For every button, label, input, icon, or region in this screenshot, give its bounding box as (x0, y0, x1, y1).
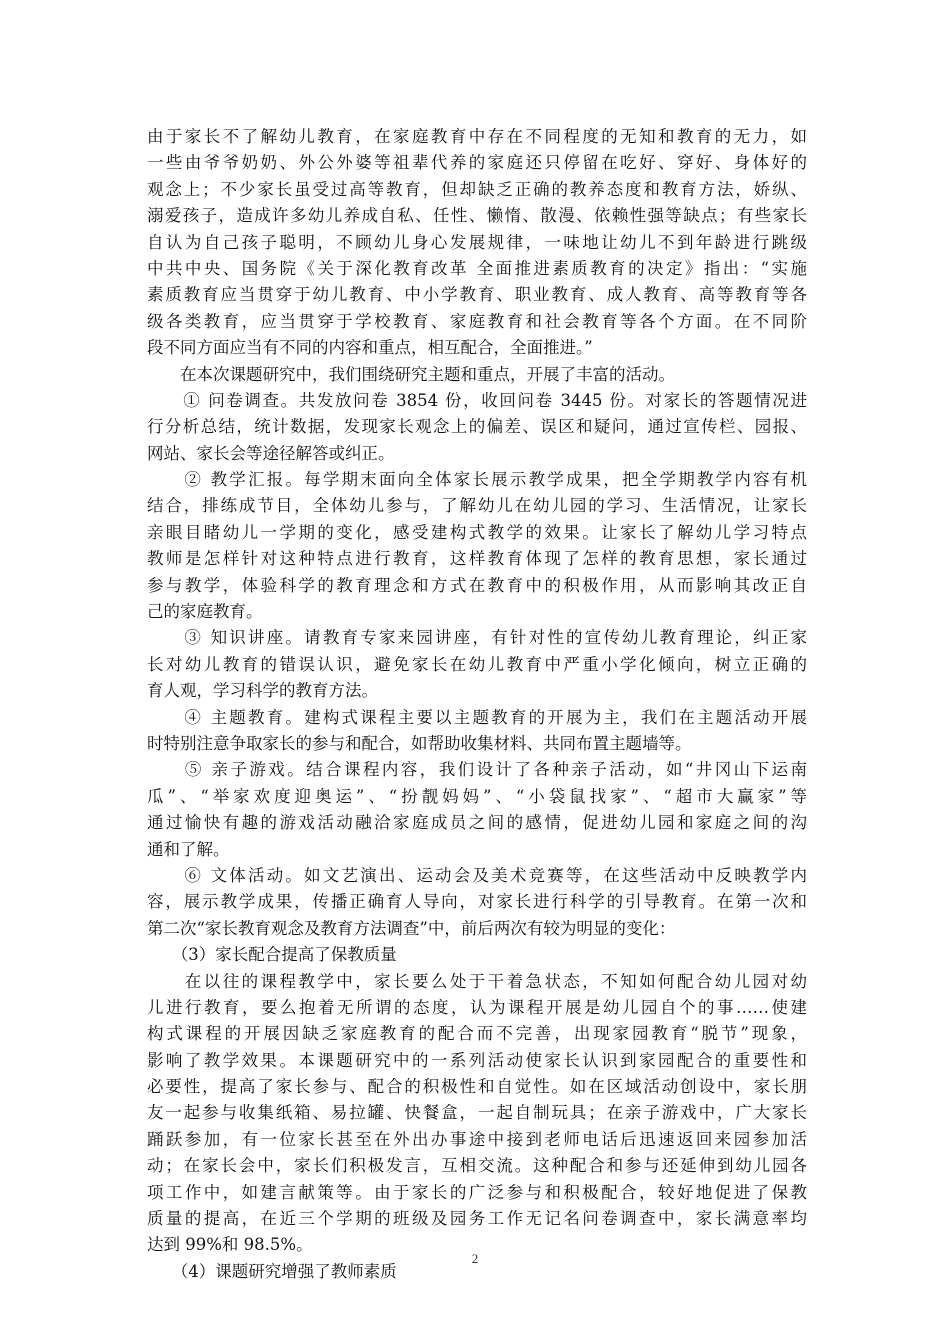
text-line: 瓜”、“举家欢度迎奥运”、“扮靓妈妈”、“小袋鼠找家”、“超市大赢家”等 (147, 786, 807, 806)
text-line: 时特别注意争取家长的参与和配合，如帮助收集材料、共同布置主题墙等。 (147, 733, 692, 753)
paragraph (147, 362, 807, 388)
text-line: 教师是怎样针对这种特点进行教育，这样教育体现了怎样的教育思想，家长通过 (147, 549, 807, 569)
paragraph (147, 942, 807, 968)
text-line: 行分析总结，统计数据，发现家长观念上的偏差、误区和疑问，通过宣传栏、园报、 (147, 417, 807, 437)
text-line: 育人观，学习科学的教育方法。 (147, 681, 378, 701)
text-line: 级各类教育，应当贯穿于学校教育、家庭教育和社会教育等各个方面。在不同阶 (147, 311, 807, 331)
text-line: ① 问卷调查。共发放问卷 3854 份，收回问卷 3445 份。对家长的答题情况进 (147, 390, 807, 410)
text-line: 质量的提高，在近三个学期的班级及园务工作无记名问卷调查中，家长满意率均 (147, 1209, 807, 1229)
text-line: 必要性，提高了家长参与、配合的积极性和自觉性。如在区域活动创设中，家长朋 (147, 1077, 807, 1097)
document-body (147, 124, 807, 1285)
text-line: ③ 知识讲座。请教育专家来园讲座，有针对性的宣传幼儿教育理论，纠正家 (147, 628, 807, 648)
text-line: 一些由爷爷奶奶、外公外婆等祖辈代养的家庭还只停留在吃好、穿好、身体好的 (147, 153, 807, 173)
text-line: 友一起参与收集纸箱、易拉罐、快餐盒，一起自制玩具；在亲子游戏中，广大家长 (147, 1103, 807, 1123)
text-line: 段不同方面应当有不同的内容和重点，相互配合，全面推进。” (147, 338, 593, 358)
paragraph (147, 705, 807, 758)
text-line: 长对幼儿教育的错误认识，避免家长在幼儿教育中严重小学化倾向，树立正确的 (147, 654, 807, 674)
text-line: ⑥ 文体活动。如文艺演出、运动会及美术竞赛等，在这些活动中反映教学内 (147, 865, 807, 885)
page-number: 2 (471, 1251, 479, 1266)
text-line: （4）课题研究增强了教师素质 (147, 1261, 397, 1281)
text-line: 网站、家长会等途径解答或纠正。 (147, 443, 395, 463)
text-line: 构式课程的开展因缺乏家庭教育的配合而不完善，出现家园教育“脱节”现象， (147, 1024, 807, 1044)
paragraph (147, 757, 807, 863)
paragraph (147, 124, 807, 362)
text-line: 动；在家长会中，家长们积极发言，互相交流。这种配合和参与还延伸到幼儿园各 (147, 1156, 807, 1176)
text-line: 在以往的课程教学中，家长要么处于干着急状态，不知如何配合幼儿园对幼 (147, 971, 807, 991)
text-line: ⑤ 亲子游戏。结合课程内容，我们设计了各种亲子活动，如“井冈山下运南 (147, 760, 807, 780)
text-line: 达到 99%和 98.5%。 (147, 1235, 313, 1255)
text-line: 儿进行教育，要么抱着无所谓的态度，认为课程开展是幼儿园自个的事……使建 (147, 997, 807, 1017)
text-line: 第二次“家长教育观念及教育方法调查”中，前后两次有较为明显的变化： (147, 918, 676, 938)
text-line: 项工作中，如建言献策等。由于家长的广泛参与和积极配合，较好地促进了保教 (147, 1182, 807, 1202)
text-line: 结合，排练成节目，全体幼儿参与，了解幼儿在幼儿园的学习、生活情况，让家长 (147, 496, 807, 516)
paragraph (147, 625, 807, 704)
paragraph (147, 969, 807, 1259)
text-line: ④ 主题教育。建构式课程主要以主题教育的开展为主，我们在主题活动开展 (147, 707, 807, 727)
text-line: 踊跃参加，有一位家长甚至在外出办事途中接到老师电话后迅速返回来园参加活 (147, 1129, 807, 1149)
text-line: 容，展示教学成果，传播正确育人导向，对家长进行科学的引导教育。在第一次和 (147, 892, 807, 912)
text-line: 自认为自己孩子聪明，不顾幼儿身心发展规律，一味地让幼儿不到年龄进行跳级 (147, 232, 807, 252)
paragraph (147, 863, 807, 942)
text-line: 溺爱孩子，造成许多幼儿养成自私、任性、懒惰、散漫、依赖性强等缺点；有些家长 (147, 206, 807, 226)
paragraph (147, 467, 807, 625)
text-line: 由于家长不了解幼儿教育，在家庭教育中存在不同程度的无知和教育的无力，如 (147, 127, 807, 146)
text-line: 参与教学，体验科学的教育理念和方式在教育中的积极作用，从而影响其改正自 (147, 575, 807, 595)
text-line: 通过愉快有趣的游戏活动融洽家庭成员之间的感情，促进幼儿园和家庭之间的沟 (147, 813, 807, 833)
text-line: （3）家长配合提高了保教质量 (147, 945, 397, 965)
text-line: 己的家庭教育。 (147, 602, 263, 622)
text-line: 观念上；不少家长虽受过高等教育，但却缺乏正确的教养态度和教育方法，娇纵、 (147, 179, 807, 199)
paragraph (147, 388, 807, 467)
text-line: 影响了教学效果。本课题研究中的一系列活动使家长认识到家园配合的重要性和 (147, 1050, 807, 1070)
text-line: 通和了解。 (147, 839, 230, 859)
text-line: 亲眼目睹幼儿一学期的变化，感受建构式教学的效果。让家长了解幼儿学习特点 (147, 522, 807, 542)
text-line: ② 教学汇报。每学期末面向全体家长展示教学成果，把全学期教学内容有机 (147, 470, 807, 490)
text-line: 在本次课题研究中，我们围绕研究主题和重点，开展了丰富的活动。 (147, 364, 675, 384)
text-line: 中共中央、国务院《关于深化教育改革 全面推进素质教育的决定》指出：“实施 (147, 258, 807, 278)
text-line: 素质教育应当贯穿于幼儿教育、中小学教育、职业教育、成人教育、高等教育等各 (147, 285, 807, 305)
